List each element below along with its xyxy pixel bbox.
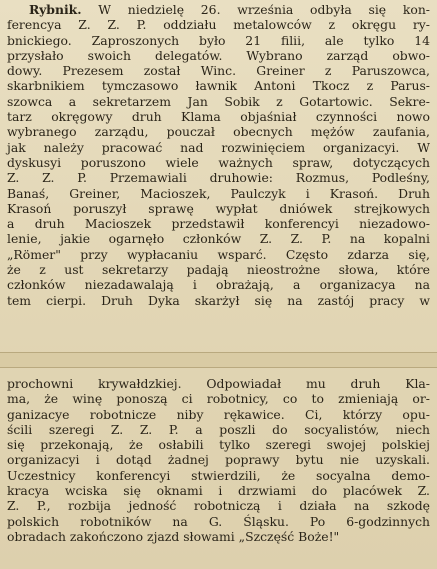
article-line: „Römer" przy wypłacaniu wsparć. Często zdarza się, — [7, 246, 430, 262]
article-line: kracya wciska się oknami i drzwiami do placówek Z. — [7, 483, 430, 499]
article-line: szowca a sekretarzem Jan Sobik z Gotartowic. Sekre- — [7, 93, 430, 109]
article-line: Banaś, Greiner, Macioszek, Paulczyk i Krasoń. Druh — [7, 185, 430, 201]
article-part-2 — [4, 368, 433, 568]
article-line: tarz okręgowy druh Klama objaśniał czynności nowo — [7, 109, 430, 125]
article-line: członków niezadawalają i obrażają, a organizacya na — [7, 277, 430, 293]
article-line: lenie, jakie ogarnęło członków Z. Z. P. na kopalni — [7, 231, 430, 247]
article-line: a druh Macioszek przedstawił konferencyi niezadowo- — [7, 216, 430, 232]
clipping-seam — [0, 352, 437, 368]
article-line: ganizacye robotnicze niby rękawice. Ci, którzy opu- — [7, 406, 430, 422]
dateline: Rybnik. — [29, 2, 82, 17]
article-line: dyskusyi poruszono wiele ważnych spraw, dotyczących — [7, 154, 430, 170]
article-line: dowy. Prezesem został Winc. Greiner z Paruszowca, — [7, 63, 430, 79]
article-line: ferencya Z. Z. P. oddziału metalowców z okręgu ry- — [7, 17, 430, 33]
article-line: polskich robotników na G. Śląsku. Po 6-godzinnych — [7, 513, 430, 529]
article-line: ścili szeregi Z. Z. P. a poszli do socyalistów, niech — [7, 421, 430, 437]
article-line: tem cierpi. Druh Dyka skarżył się na zastój pracy w — [7, 292, 430, 308]
article-line: organizacyi i dotąd żadnej poprawy bytu nie uzyskali. — [7, 452, 430, 468]
article-line: wybranego zarządu, pouczał obecnych mężów zaufania, — [7, 124, 430, 140]
article-line: Uczestnicy konferencyi stwierdzili, że socyalna demo- — [7, 467, 430, 483]
article-line: obradach zakończono zjazd słowami „Szczęść Boże!" — [7, 528, 340, 544]
article-line: prochowni krywałdzkiej. Odpowiadał mu druh Kla- — [7, 376, 430, 391]
article-line: jak należy pracować nad rozwinięciem organizacyi. W — [7, 139, 430, 155]
article-line: Z. Z. P. Przemawiali druhowie: Rozmus, Podleśny, — [7, 170, 430, 186]
article-line: bnickiego. Zaproszonych było 21 filii, ale tylko 14 — [7, 32, 430, 48]
article-line: Rybnik. W niedzielę 26. września odbyła się kon- — [29, 2, 430, 17]
article-line: Z. P., rozbija jedność robotniczą i działa na szkodę — [7, 498, 430, 514]
article-line: Krasoń poruszył sprawę wypłat dniówek strejkowych — [7, 200, 430, 216]
article-line: ma, że winę ponoszą ci robotnicy, co to zmieniają or- — [7, 391, 430, 407]
article-line: się przekonają, że osłabili tylko szeregi swojej polskiej — [7, 437, 430, 453]
article-part-1 — [4, 0, 433, 350]
article-line: że z ust sekretarzy padają nieostrożne słowa, które — [7, 262, 430, 278]
article-line: przysłało swoich delegatów. Wybrano zarząd obwo- — [7, 47, 430, 63]
article-line: skarbnikiem tymczasowo ławnik Antoni Tkocz z Parus- — [7, 78, 430, 94]
